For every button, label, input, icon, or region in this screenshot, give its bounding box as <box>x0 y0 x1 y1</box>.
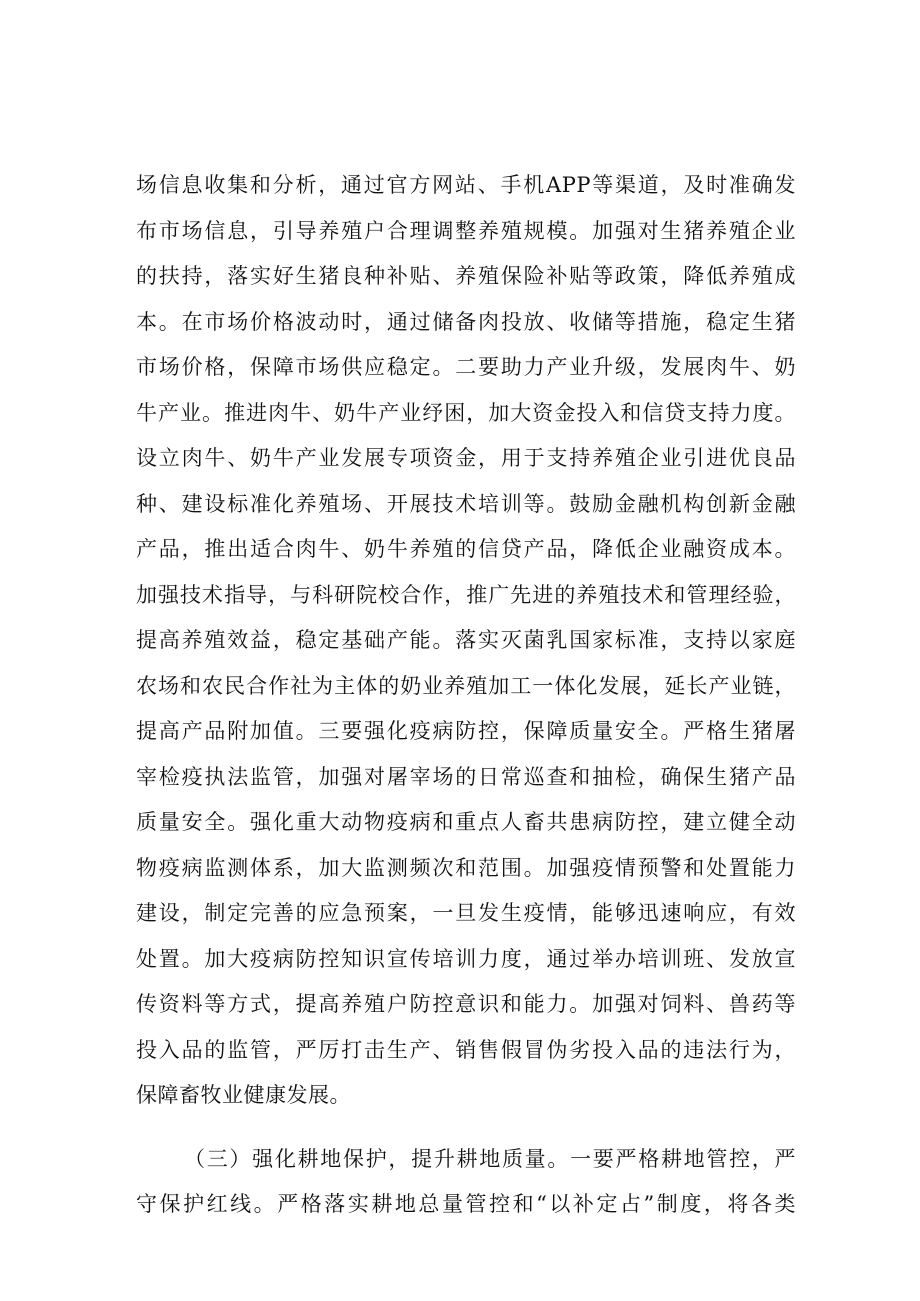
text-line: 质量安全。强化重大动物疫病和重点人畜共患病防控，建立健全动 <box>136 810 796 834</box>
text-line: 农场和农民合作社为主体的奶业养殖加工一体化发展，延长产业链， <box>136 673 796 698</box>
text-line: 提高产品附加值。三要强化疫病防控，保障质量安全。严格生猪屠 <box>136 719 796 743</box>
text-line: 投入品的监管，严厉打击生产、销售假冒伪劣投入品的违法行为， <box>136 1037 796 1062</box>
text-line: 市场价格，保障市场供应稳定。二要助力产业升级，发展肉牛、奶 <box>136 355 796 379</box>
text-line: （三）强化耕地保护，提升耕地质量。一要严格耕地管控，严 <box>184 1146 796 1171</box>
text-line: 布市场信息，引导养殖户合理调整养殖规模。加强对生猪养殖企业 <box>136 218 796 243</box>
paragraph-spacer <box>136 1119 796 1137</box>
text-line: 牛产业。推进肉牛、奶牛产业纾困，加大资金投入和信贷支持力度。 <box>136 400 796 425</box>
text-line: 守保护红线。严格落实耕地总量管控和“以补定占”制度，将各类 <box>136 1192 796 1216</box>
text-line: 保障畜牧业健康发展。 <box>136 1083 351 1107</box>
text-line: 提高养殖效益，稳定基础产能。落实灭菌乳国家标准，支持以家庭 <box>136 628 796 652</box>
text-line: 建设，制定完善的应急预案，一旦发生疫情，能够迅速响应，有效 <box>136 901 796 925</box>
document-body <box>136 163 796 1228</box>
text-line: 传资料等方式，提高养殖户防控意识和能力。加强对饲料、兽药等 <box>136 992 796 1016</box>
text-line: 产品，推出适合肉牛、奶牛养殖的信贷产品，降低企业融资成本。 <box>136 537 796 561</box>
text-line: 处置。加大疫病防控知识宣传培训力度，通过举办培训班、发放宣 <box>136 946 796 971</box>
text-line: 本。在市场价格波动时，通过储备肉投放、收储等措施，稳定生猪 <box>136 309 796 334</box>
paragraph-2 <box>136 1137 796 1228</box>
text-line: 宰检疫执法监管，加强对屠宰场的日常巡查和抽检，确保生猪产品 <box>136 764 796 789</box>
text-line: 场信息收集和分析，通过官方网站、手机APP等渠道，及时准确发 <box>136 173 796 197</box>
text-line: 加强技术指导，与科研院校合作，推广先进的养殖技术和管理经验， <box>136 582 796 607</box>
text-line: 种、建设标准化养殖场、开展技术培训等。鼓励金融机构创新金融 <box>136 491 796 516</box>
paragraph-1 <box>136 163 796 1119</box>
text-line: 设立肉牛、奶牛产业发展专项资金，用于支持养殖企业引进优良品 <box>136 446 796 470</box>
text-line: 物疫病监测体系，加大监测频次和范围。加强疫情预警和处置能力 <box>136 855 796 880</box>
text-line: 的扶持，落实好生猪良种补贴、养殖保险补贴等政策，降低养殖成 <box>136 264 796 288</box>
